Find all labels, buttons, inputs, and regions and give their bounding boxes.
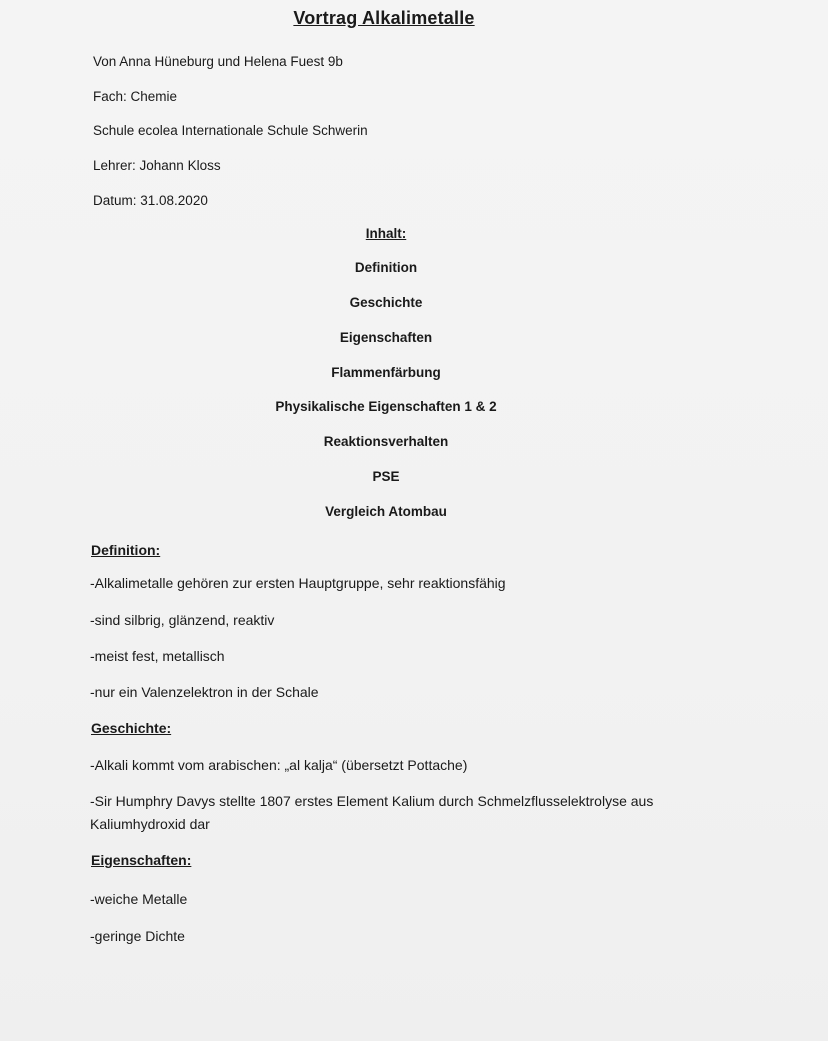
toc-item-reaktionsverhalten: Reaktionsverhalten (323, 434, 449, 449)
section-heading-geschichte: Geschichte: (91, 720, 172, 736)
subject-line: Fach: Chemie (93, 89, 178, 104)
toc-item-geschichte: Geschichte (349, 295, 423, 310)
section-heading-eigenschaften: Eigenschaften: (91, 852, 192, 868)
date-line: Datum: 31.08.2020 (93, 193, 208, 208)
toc-item-physikalische-eigenschaften: Physikalische Eigenschaften 1 & 2 (275, 399, 497, 414)
definition-line: -meist fest, metallisch (90, 648, 225, 664)
definition-line: -sind silbrig, glänzend, reaktiv (90, 612, 275, 628)
authors-line: Von Anna Hüneburg und Helena Fuest 9b (93, 54, 343, 69)
toc-item-eigenschaften: Eigenschaften (339, 330, 433, 345)
toc-item-definition: Definition (354, 260, 418, 275)
toc-item-vergleich-atombau: Vergleich Atombau (325, 504, 447, 519)
eigenschaften-line: -weiche Metalle (90, 891, 188, 907)
teacher-line: Lehrer: Johann Kloss (93, 158, 221, 173)
definition-line: -nur ein Valenzelektron in der Schale (90, 684, 319, 700)
document-title: Vortrag Alkalimetalle (293, 8, 475, 28)
toc-heading: Inhalt: (365, 226, 407, 241)
geschichte-line: -Alkali kommt vom arabischen: „al kalja“ (übersetzt Pottache) (90, 757, 468, 773)
school-line: Schule ecolea Internationale Schule Schwerin (93, 123, 368, 138)
eigenschaften-line: -geringe Dichte (90, 928, 185, 944)
definition-line: -Alkalimetalle gehören zur ersten Hauptgruppe, sehr reaktionsfähig (90, 575, 506, 591)
toc-item-pse: PSE (372, 469, 400, 484)
section-heading-definition: Definition: (91, 542, 161, 558)
geschichte-line: -Sir Humphry Davys stellte 1807 erstes Element Kalium durch Schmelzflusselektrolyse aus Kaliumhydroxid dar (90, 793, 654, 832)
toc-item-flammenfaerbung: Flammenfärbung (331, 365, 441, 380)
